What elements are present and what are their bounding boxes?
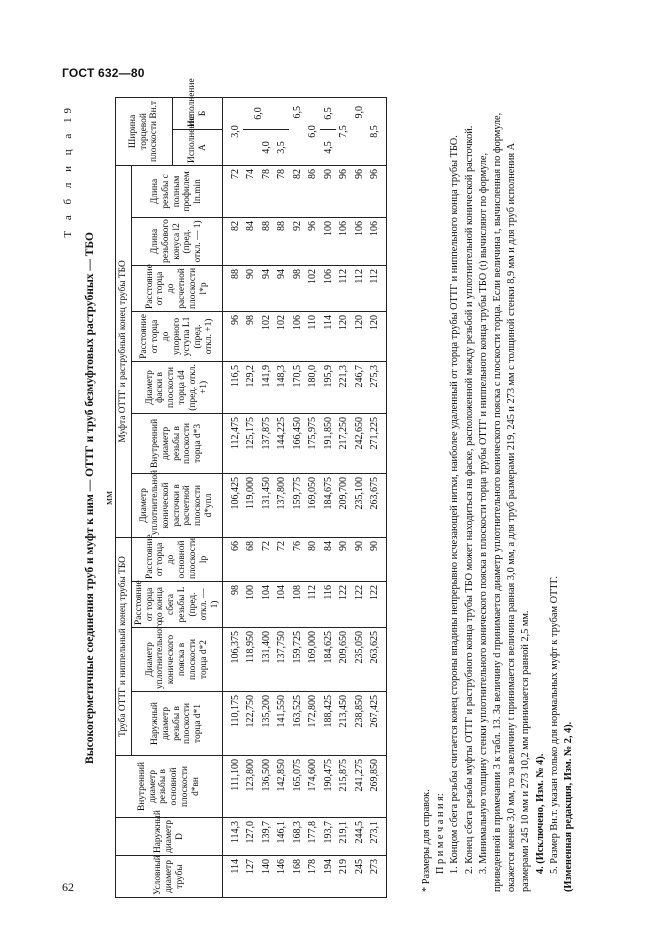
table-caption: Высокогерметичные соединения труб и муфт к ним — ОТТГ и труб безмуфтовых раструбных — ТБО	[84, 232, 96, 764]
table-cell: 140	[258, 856, 274, 898]
col-chamfer-dia: Диаметр фаски в плоскости торца d4 (пред. откл. +1)	[131, 361, 223, 413]
table-cell: 106,375	[223, 628, 243, 692]
table-cell: 190,475	[320, 756, 336, 818]
table-cell: 193,7	[320, 818, 336, 856]
table-cell: 139,7	[258, 818, 274, 856]
table-cell: 102	[258, 311, 274, 361]
group-coupling: Муфта ОТТГ и раструбный конец трубы ТБО	[116, 165, 132, 537]
table-cell: 213,450	[336, 692, 352, 756]
table-cell: 98	[243, 311, 259, 361]
width-cell: 6,5	[289, 97, 305, 165]
table-cell: 120	[367, 311, 387, 361]
table-cell: 235,050	[351, 628, 367, 692]
table-cell: 136,500	[258, 756, 274, 818]
width-cell: 9,0	[351, 97, 367, 165]
table-cell: 141,550	[274, 692, 290, 756]
table-cell: 135,200	[258, 692, 274, 756]
table-cell: 159,775	[289, 473, 305, 537]
table-cell: 269,850	[367, 756, 387, 818]
note-5-revision-text: (Измененная редакция, Изм. № 2, 4).	[563, 721, 575, 892]
table-cell: 96	[367, 165, 387, 217]
table-cell: 110	[305, 311, 321, 361]
table-row	[223, 97, 243, 897]
width-cell: 8,5	[367, 97, 387, 165]
table-cell: 90	[367, 537, 387, 581]
table-row	[289, 97, 305, 897]
width-cell: 3,0	[223, 97, 243, 165]
table-body	[223, 97, 387, 897]
table-row	[367, 97, 387, 897]
note-2: 2. Конец сбега резьбы муфты ОТТГ и раструбного конца трубы ТБО может находиться на фаске, расположенной между резьбой и уплотнительной конической расточкой.	[463, 125, 475, 874]
table-cell: 112	[336, 265, 352, 311]
table-cell: 125,175	[243, 413, 259, 473]
table-cell: 88	[258, 217, 274, 265]
table-cell: 90	[320, 165, 336, 217]
col-width-group: Ширина торцевой плоскости Bн.т	[116, 97, 173, 165]
table-cell: 112	[367, 265, 387, 311]
note-5: 5. Размер Bн.т. указан только для нормальных муфт к трубам ОТТГ.	[548, 576, 560, 874]
note-5-revision	[562, 102, 576, 892]
table-cell: 104	[258, 582, 274, 628]
table-cell: 273	[367, 856, 387, 898]
page-number: 62	[62, 880, 74, 894]
table-cell: 86	[305, 165, 321, 217]
table-cell: 94	[274, 265, 290, 311]
table-cell: 88	[274, 217, 290, 265]
table-cell: 209,650	[336, 628, 352, 692]
table-cell: 112,475	[223, 413, 243, 473]
table-cell: 74	[243, 165, 259, 217]
col-thread-len: Длина резьбы с полным профилем lп.min	[131, 165, 223, 217]
table-cell: 112	[351, 265, 367, 311]
table-cell: 144,225	[274, 413, 290, 473]
table-cell: 114	[223, 856, 243, 898]
col-dist-L: Расстояние от торца до конца сбега резьбы L (пред. откл. — 1)	[131, 582, 223, 628]
table-cell: 238,850	[351, 692, 367, 756]
table-cell: 215,875	[336, 756, 352, 818]
table-cell: 184,675	[320, 473, 336, 537]
page-header: ГОСТ 632—80	[62, 66, 145, 80]
table-row	[320, 97, 336, 897]
table-cell: 102	[274, 311, 290, 361]
table-cell: 72	[258, 537, 274, 581]
col-outer-dia: Наружный диаметр D	[116, 818, 223, 856]
table-cell: 92	[289, 217, 305, 265]
table-cell: 242,650	[351, 413, 367, 473]
table-cell: 159,725	[289, 628, 305, 692]
col-seal-cone-dia: Диаметр уплотнительного конического пояска в плоскости торца d*2	[131, 628, 223, 692]
table-cell: 273,1	[367, 818, 387, 856]
table-cell: 169,000	[305, 628, 321, 692]
table-cell: 241,275	[351, 756, 367, 818]
table-label: Т а б л и ц а 19	[62, 104, 74, 238]
col-inner-thread-face: Внутренний диаметр резьбы в плоскости торца d*3	[131, 413, 223, 473]
table-row	[305, 97, 321, 897]
table-cell: 263,625	[367, 628, 387, 692]
table-cell: 122	[367, 582, 387, 628]
table-cell: 122,750	[243, 692, 259, 756]
note-4-text: 4. (Исключено, Изм. № 4).	[534, 753, 546, 874]
col-dist-l2: Длина резьбового конуса l2 (пред. откл. — 1)	[131, 217, 223, 265]
table-cell: 82	[289, 165, 305, 217]
width-cell: 6,5	[320, 97, 336, 129]
table-cell: 78	[274, 165, 290, 217]
width-cell: 4,5	[320, 129, 336, 165]
table-cell: 174,600	[305, 756, 321, 818]
table-cell: 245	[351, 856, 367, 898]
table-cell: 96	[351, 165, 367, 217]
table-cell: 166,450	[289, 413, 305, 473]
table-cell: 177,8	[305, 818, 321, 856]
table-cell: 169,050	[305, 473, 321, 537]
table-cell: 175,975	[305, 413, 321, 473]
table-cell: 90	[351, 537, 367, 581]
notes-heading: П р и м е ч а н и я:	[435, 793, 447, 874]
group-pipe: Труба ОТТГ и ниппельный конец трубы ТБО	[116, 537, 132, 755]
table-cell: 94	[258, 265, 274, 311]
table-cell: 76	[289, 537, 305, 581]
table-cell: 221,3	[336, 361, 352, 413]
table-cell: 122	[336, 582, 352, 628]
table-cell: 112	[305, 582, 321, 628]
table-cell: 142,850	[274, 756, 290, 818]
table-cell: 106	[336, 217, 352, 265]
table-cell: 104	[274, 582, 290, 628]
table-cell: 82	[223, 217, 243, 265]
table-cell: 195,9	[320, 361, 336, 413]
table-cell: 116	[320, 582, 336, 628]
table-cell: 106	[320, 265, 336, 311]
table-cell: 96	[336, 165, 352, 217]
table-cell: 127	[243, 856, 259, 898]
table-cell: 263,675	[367, 473, 387, 537]
table-cell: 72	[223, 165, 243, 217]
col-variant-b: Исполнение Б	[172, 97, 223, 129]
table-cell: 146	[274, 856, 290, 898]
table-cell: 106	[289, 311, 305, 361]
width-cell: 3,5	[274, 129, 290, 165]
table-cell: 114,3	[223, 818, 243, 856]
units-label: мм	[103, 491, 115, 505]
col-dist-lp: Расстояние от торца до основной плоскости lр	[131, 537, 223, 581]
table-cell: 188,425	[320, 692, 336, 756]
table-cell: 114	[320, 311, 336, 361]
table-cell: 148,3	[274, 361, 290, 413]
table-cell: 106	[367, 217, 387, 265]
table-cell: 137,750	[274, 628, 290, 692]
table-cell: 88	[223, 265, 243, 311]
table-cell: 137,800	[274, 473, 290, 537]
table-cell: 131,400	[258, 628, 274, 692]
footnote-star: * Размеры для справок.	[421, 789, 432, 892]
table-row	[243, 97, 259, 897]
table-cell: 127,0	[243, 818, 259, 856]
table-cell: 178	[305, 856, 321, 898]
table-cell: 68	[243, 537, 259, 581]
table-row	[274, 97, 290, 897]
table-row	[351, 97, 367, 897]
table-cell: 168,3	[289, 818, 305, 856]
table-cell: 180,0	[305, 361, 321, 413]
col-dist-lpc: Расстояние от торца до расчетной плоскости l*р	[131, 265, 223, 311]
width-cell: 6,0	[305, 97, 321, 165]
width-cell: 7,5	[336, 97, 352, 165]
table-cell: 108	[289, 582, 305, 628]
table-cell: 90	[243, 265, 259, 311]
table-cell: 98	[289, 265, 305, 311]
table-cell: 163,525	[289, 692, 305, 756]
table-cell: 235,100	[351, 473, 367, 537]
table-cell: 66	[223, 537, 243, 581]
table-cell: 106	[351, 217, 367, 265]
table-cell: 122	[351, 582, 367, 628]
table-cell: 172,800	[305, 692, 321, 756]
col-nominal-dia: Условный диаметр трубы	[116, 856, 223, 898]
col-variant-a: Исполнение А	[172, 129, 223, 165]
table-cell: 80	[305, 537, 321, 581]
table-cell: 137,875	[258, 413, 274, 473]
table-cell: 275,3	[367, 361, 387, 413]
table-cell: 246,7	[351, 361, 367, 413]
table-cell: 120	[336, 311, 352, 361]
table-notes	[420, 102, 576, 892]
table-cell: 129,2	[243, 361, 259, 413]
table-cell: 131,450	[258, 473, 274, 537]
table-cell: 170,5	[289, 361, 305, 413]
table-cell: 118,950	[243, 628, 259, 692]
table-cell: 110,175	[223, 692, 243, 756]
table-cell: 267,425	[367, 692, 387, 756]
table-cell: 168	[289, 856, 305, 898]
width-cell: 4,0	[258, 129, 274, 165]
table-cell: 219,1	[336, 818, 352, 856]
table-cell: 106,425	[223, 473, 243, 537]
table-cell: 100	[320, 217, 336, 265]
table-cell: 90	[336, 537, 352, 581]
table-cell: 84	[243, 217, 259, 265]
table-cell: 146,1	[274, 818, 290, 856]
col-dist-l1: Расстояние от торца до упорного уступа L1 (пред. откл. +1)	[131, 311, 223, 361]
table-cell: 100	[243, 582, 259, 628]
table-cell: 191,850	[320, 413, 336, 473]
table-cell: 271,225	[367, 413, 387, 473]
col-seal-bore-dia: Диаметр уплотнительной конической расточки в расчетной плоскости d*упл	[131, 473, 223, 537]
table-cell: 96	[305, 217, 321, 265]
table-cell: 98	[223, 582, 243, 628]
table-cell: 194	[320, 856, 336, 898]
note-3: 3. Минимальную толщину стенки уплотнительного конического пояска в плоскости торца трубы ОТТГ и ниппельного конца трубы ТБО (t) вычисляют по формуле, приведенной в примечании 3 к табл. 13. За величину d принимается диаметр уплотнительного конического пояска с плоскости торца. Если величина t, вычисленная по формуле, окажется менее 3,0 мм, то за величину t принимается величина равная 3,0 мм, а для труб размерами 219, 245 и 273 мм с толщиной стенки 8,9 мм и для труб исполнения А размерами 245 10 мм и 273 10,2 мм принимается равной 2,5 мм.	[477, 112, 532, 892]
table-cell: 96	[223, 311, 243, 361]
table-row	[336, 97, 352, 897]
table-cell: 165,075	[289, 756, 305, 818]
note-4	[534, 102, 548, 892]
rotated-table-block	[60, 78, 615, 898]
width-cell: 6,0	[243, 97, 274, 129]
table-cell: 141,9	[258, 361, 274, 413]
table-cell: 116,5	[223, 361, 243, 413]
table-cell: 84	[320, 537, 336, 581]
data-table	[115, 78, 387, 898]
table-cell: 209,700	[336, 473, 352, 537]
table-cell: 72	[274, 537, 290, 581]
table-cell: 102	[305, 265, 321, 311]
table-cell: 119,000	[243, 473, 259, 537]
table-cell: 123,800	[243, 756, 259, 818]
table-cell: 78	[258, 165, 274, 217]
table-cell: 219	[336, 856, 352, 898]
col-inner-dia-main: Внутренний диаметр резьбы в основной плоскости d*вн	[116, 756, 223, 818]
table-cell: 184,625	[320, 628, 336, 692]
table-row	[258, 97, 274, 897]
col-outer-thread-dia: Наружный диаметр резьбы в плоскости торца d*1	[131, 692, 223, 756]
table-cell: 111,100	[223, 756, 243, 818]
table-cell: 217,250	[336, 413, 352, 473]
table-cell: 120	[351, 311, 367, 361]
table-cell: 244,5	[351, 818, 367, 856]
note-1: 1. Концом сбега резьбы считается конец стороны впадины непрерывно исчезающей нитки, наиболее удаленный от торца трубы ОТТГ и ниппельного конца трубы ТБО.	[449, 135, 461, 874]
